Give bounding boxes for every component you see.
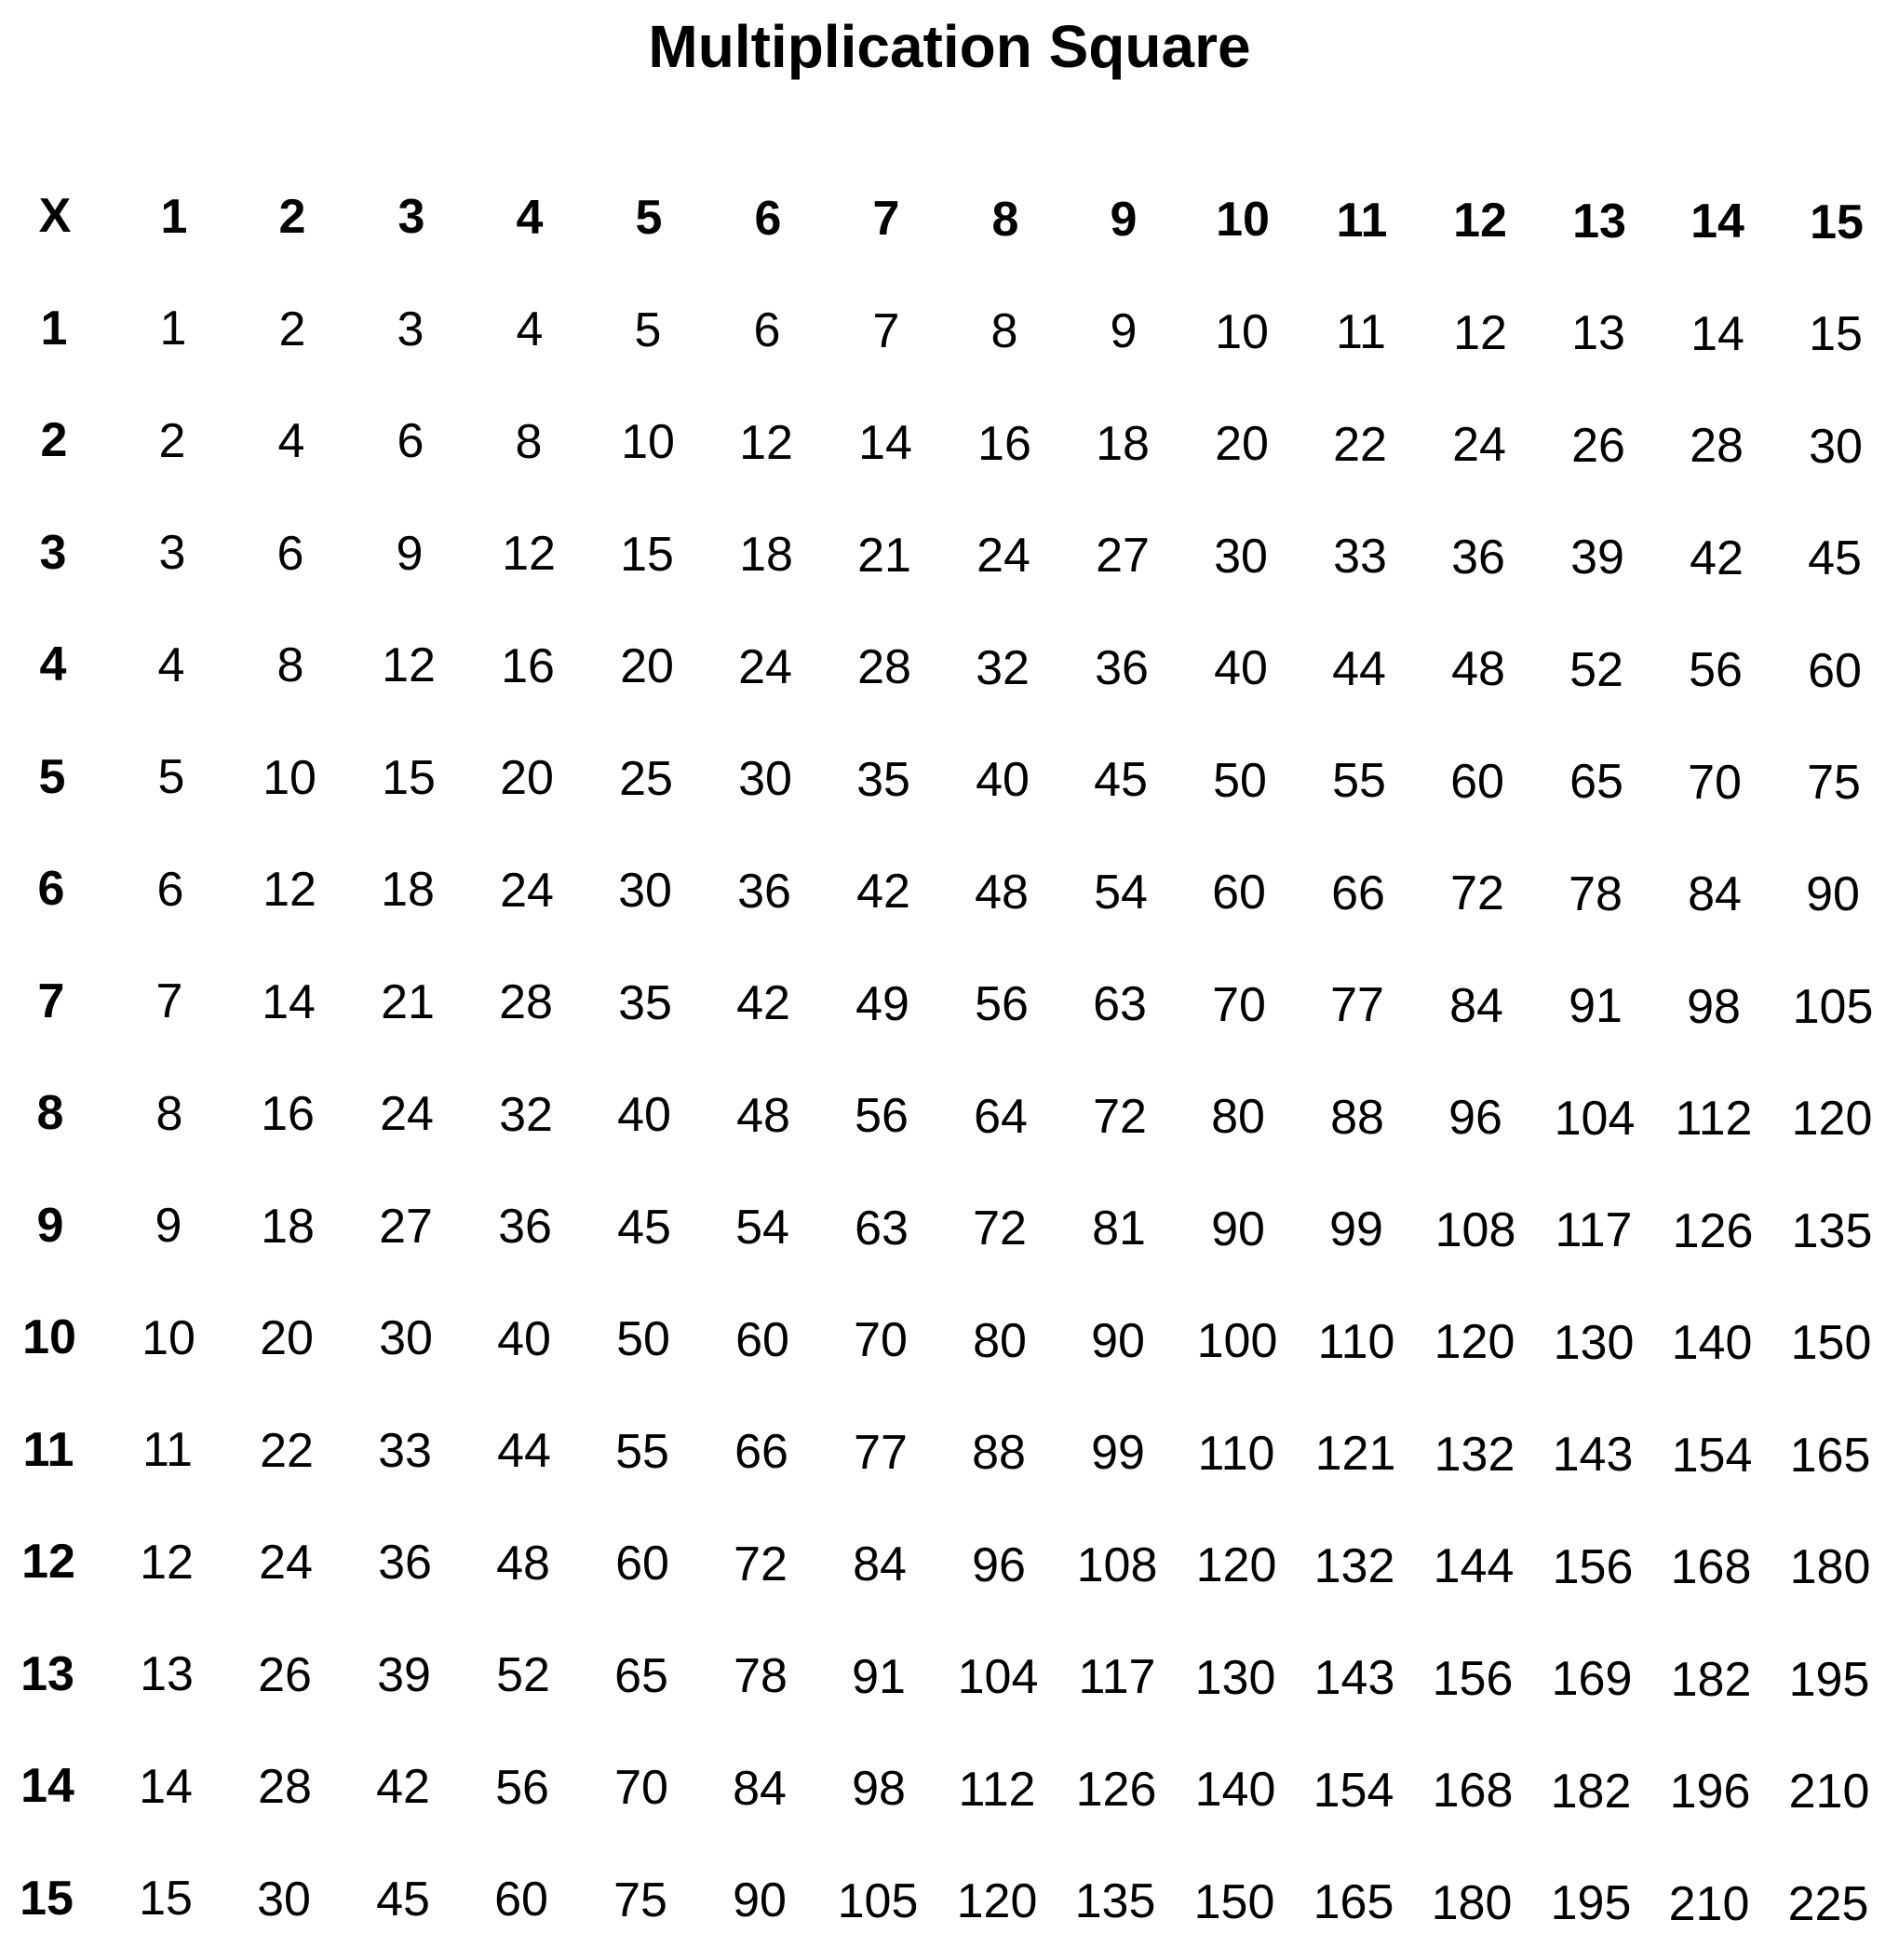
product-cell: 90 bbox=[1211, 1202, 1265, 1256]
product-cell: 24 bbox=[380, 1087, 434, 1141]
product-cell: 12 bbox=[382, 638, 436, 692]
product-cell: 4 bbox=[516, 302, 544, 356]
product-cell: 72 bbox=[734, 1537, 788, 1591]
product-cell: 84 bbox=[1688, 867, 1742, 921]
product-cell: 7 bbox=[155, 974, 183, 1028]
product-cell: 70 bbox=[614, 1761, 668, 1815]
product-cell: 42 bbox=[736, 976, 790, 1030]
product-cell: 49 bbox=[855, 977, 909, 1031]
row-header: 1 bbox=[40, 302, 68, 356]
product-cell: 54 bbox=[735, 1201, 789, 1255]
product-cell: 210 bbox=[1668, 1877, 1750, 1931]
product-cell: 66 bbox=[1331, 866, 1385, 920]
product-cell: 168 bbox=[1432, 1764, 1514, 1818]
product-cell: 90 bbox=[1806, 867, 1860, 921]
product-cell: 70 bbox=[1212, 978, 1266, 1032]
product-cell: 20 bbox=[1215, 417, 1269, 471]
product-cell: 196 bbox=[1669, 1765, 1751, 1819]
corner-label: X bbox=[38, 189, 72, 243]
product-cell: 36 bbox=[378, 1536, 432, 1590]
product-cell: 30 bbox=[257, 1873, 311, 1926]
row-header: 3 bbox=[39, 526, 67, 580]
product-cell: 77 bbox=[1330, 978, 1384, 1032]
product-cell: 143 bbox=[1552, 1428, 1634, 1482]
product-cell: 55 bbox=[1332, 754, 1386, 808]
row-header: 12 bbox=[21, 1535, 75, 1589]
row-header: 7 bbox=[37, 974, 65, 1028]
product-cell: 112 bbox=[1675, 1092, 1753, 1146]
product-cell: 140 bbox=[1194, 1763, 1276, 1817]
product-cell: 156 bbox=[1552, 1540, 1634, 1594]
product-cell: 132 bbox=[1313, 1539, 1395, 1593]
product-cell: 42 bbox=[376, 1760, 430, 1814]
row-header: 15 bbox=[20, 1872, 74, 1926]
product-cell: 10 bbox=[621, 415, 675, 469]
product-cell: 18 bbox=[381, 863, 435, 917]
product-cell: 154 bbox=[1671, 1429, 1753, 1483]
product-cell: 180 bbox=[1431, 1876, 1513, 1930]
product-cell: 75 bbox=[1807, 756, 1861, 810]
product-cell: 2 bbox=[158, 414, 186, 468]
product-cell: 63 bbox=[1093, 977, 1147, 1031]
product-cell: 225 bbox=[1787, 1877, 1869, 1931]
product-cell: 6 bbox=[276, 527, 304, 581]
product-cell: 78 bbox=[1569, 867, 1623, 921]
product-cell: 40 bbox=[976, 753, 1030, 807]
page-title: Multiplication Square bbox=[648, 13, 1251, 80]
product-cell: 60 bbox=[494, 1873, 548, 1926]
product-cell: 30 bbox=[1214, 530, 1268, 584]
product-cell: 20 bbox=[500, 751, 554, 805]
product-cell: 135 bbox=[1074, 1874, 1156, 1928]
product-cell: 16 bbox=[501, 639, 555, 693]
product-cell: 180 bbox=[1789, 1540, 1871, 1594]
product-cell: 70 bbox=[1688, 756, 1742, 810]
product-cell: 27 bbox=[379, 1200, 433, 1254]
product-cell: 63 bbox=[855, 1202, 909, 1255]
product-cell: 24 bbox=[738, 640, 792, 694]
product-cell: 45 bbox=[1094, 753, 1148, 807]
product-cell: 14 bbox=[1690, 307, 1744, 361]
product-cell: 3 bbox=[158, 526, 186, 580]
product-cell: 40 bbox=[617, 1088, 671, 1142]
product-cell: 30 bbox=[618, 864, 672, 918]
product-cell: 144 bbox=[1433, 1539, 1515, 1593]
row-header: 6 bbox=[37, 862, 65, 916]
product-cell: 60 bbox=[1212, 866, 1266, 920]
product-cell: 126 bbox=[1075, 1763, 1157, 1817]
product-cell: 8 bbox=[990, 304, 1018, 358]
product-cell: 48 bbox=[736, 1089, 790, 1143]
product-cell: 88 bbox=[972, 1426, 1026, 1480]
product-cell: 48 bbox=[1451, 642, 1505, 696]
product-cell: 5 bbox=[634, 303, 662, 357]
product-cell: 12 bbox=[502, 527, 556, 581]
product-cell: 11 bbox=[1336, 305, 1386, 359]
product-cell: 56 bbox=[855, 1089, 909, 1143]
product-cell: 140 bbox=[1671, 1316, 1753, 1370]
product-cell: 39 bbox=[1570, 530, 1624, 584]
product-cell: 15 bbox=[1809, 307, 1863, 361]
row-header: 10 bbox=[22, 1310, 76, 1364]
product-cell: 132 bbox=[1434, 1428, 1515, 1482]
product-cell: 20 bbox=[620, 639, 674, 693]
product-cell: 81 bbox=[1092, 1202, 1146, 1255]
product-cell: 27 bbox=[1096, 529, 1150, 583]
product-cell: 4 bbox=[157, 638, 185, 692]
row-header: 11 bbox=[22, 1423, 74, 1477]
product-cell: 8 bbox=[155, 1087, 183, 1141]
product-cell: 156 bbox=[1432, 1652, 1514, 1706]
product-cell: 21 bbox=[381, 975, 435, 1029]
product-cell: 72 bbox=[1093, 1090, 1147, 1144]
product-cell: 39 bbox=[377, 1648, 431, 1702]
product-cell: 35 bbox=[618, 976, 672, 1030]
product-cell: 12 bbox=[263, 863, 316, 917]
product-cell: 18 bbox=[261, 1200, 315, 1254]
product-cell: 3 bbox=[397, 302, 424, 356]
column-header: 1 bbox=[160, 190, 188, 244]
column-header: 12 bbox=[1453, 194, 1507, 248]
product-cell: 18 bbox=[1096, 417, 1150, 471]
product-cell: 135 bbox=[1791, 1204, 1873, 1258]
product-cell: 90 bbox=[733, 1873, 787, 1927]
product-cell: 8 bbox=[515, 415, 543, 469]
product-cell: 13 bbox=[140, 1647, 194, 1701]
product-cell: 7 bbox=[872, 304, 900, 358]
product-cell: 110 bbox=[1197, 1427, 1275, 1481]
row-header: 14 bbox=[20, 1759, 74, 1813]
product-cell: 104 bbox=[1554, 1092, 1636, 1146]
product-cell: 117 bbox=[1078, 1650, 1156, 1704]
product-cell: 21 bbox=[857, 529, 911, 583]
product-cell: 36 bbox=[1451, 530, 1505, 584]
product-cell: 32 bbox=[499, 1088, 553, 1142]
product-cell: 6 bbox=[753, 303, 781, 357]
product-cell: 80 bbox=[1211, 1090, 1265, 1144]
product-cell: 84 bbox=[733, 1762, 787, 1816]
product-cell: 9 bbox=[396, 527, 424, 581]
column-header: 3 bbox=[397, 190, 425, 244]
product-cell: 150 bbox=[1790, 1316, 1872, 1370]
product-cell: 42 bbox=[856, 865, 910, 919]
product-cell: 40 bbox=[497, 1312, 551, 1366]
product-cell: 16 bbox=[261, 1087, 315, 1141]
product-cell: 36 bbox=[1095, 641, 1149, 695]
product-cell: 35 bbox=[856, 753, 910, 807]
product-cell: 28 bbox=[857, 640, 911, 694]
product-cell: 10 bbox=[141, 1311, 195, 1365]
product-cell: 99 bbox=[1329, 1202, 1383, 1256]
product-cell: 112 bbox=[958, 1763, 1036, 1817]
product-cell: 10 bbox=[263, 751, 316, 805]
product-cell: 195 bbox=[1788, 1653, 1870, 1707]
row-header: 4 bbox=[39, 638, 67, 691]
product-cell: 24 bbox=[1452, 418, 1506, 472]
product-cell: 4 bbox=[277, 414, 305, 468]
product-cell: 52 bbox=[496, 1648, 550, 1702]
product-cell: 48 bbox=[975, 866, 1029, 920]
product-cell: 9 bbox=[1110, 304, 1138, 358]
product-cell: 28 bbox=[1690, 419, 1744, 473]
product-cell: 182 bbox=[1550, 1765, 1632, 1819]
product-cell: 14 bbox=[262, 975, 316, 1029]
product-cell: 44 bbox=[1332, 642, 1386, 696]
product-cell: 26 bbox=[1571, 419, 1625, 473]
product-cell: 60 bbox=[615, 1537, 669, 1591]
product-cell: 16 bbox=[977, 417, 1031, 471]
product-cell: 108 bbox=[1076, 1538, 1158, 1592]
product-cell: 121 bbox=[1314, 1427, 1396, 1481]
product-cell: 2 bbox=[278, 302, 306, 356]
product-cell: 36 bbox=[498, 1200, 552, 1254]
product-cell: 126 bbox=[1672, 1204, 1754, 1258]
product-cell: 44 bbox=[497, 1424, 551, 1478]
product-cell: 77 bbox=[854, 1426, 908, 1480]
row-header: 5 bbox=[38, 750, 66, 804]
product-cell: 99 bbox=[1091, 1426, 1145, 1480]
product-cell: 154 bbox=[1313, 1764, 1394, 1818]
product-cell: 30 bbox=[738, 752, 792, 806]
product-cell: 98 bbox=[852, 1762, 906, 1816]
column-header: 11 bbox=[1336, 194, 1388, 248]
product-cell: 52 bbox=[1569, 643, 1623, 697]
row-header: 8 bbox=[36, 1086, 64, 1140]
product-cell: 30 bbox=[379, 1311, 433, 1365]
product-cell: 88 bbox=[1330, 1091, 1384, 1145]
product-cell: 65 bbox=[614, 1649, 668, 1703]
product-cell: 56 bbox=[975, 977, 1029, 1031]
product-cell: 8 bbox=[276, 638, 304, 692]
column-header: 6 bbox=[754, 192, 782, 246]
product-cell: 120 bbox=[1195, 1538, 1277, 1592]
column-header: 2 bbox=[278, 190, 306, 244]
product-cell: 143 bbox=[1313, 1651, 1395, 1705]
product-cell: 78 bbox=[734, 1649, 788, 1703]
product-cell: 9 bbox=[155, 1199, 182, 1253]
column-header: 13 bbox=[1572, 195, 1626, 248]
product-cell: 90 bbox=[1091, 1314, 1145, 1368]
product-cell: 13 bbox=[1571, 306, 1625, 360]
product-cell: 15 bbox=[382, 751, 436, 805]
column-header: 5 bbox=[635, 191, 663, 245]
product-cell: 100 bbox=[1196, 1314, 1278, 1368]
row-header: 13 bbox=[20, 1647, 74, 1701]
product-cell: 28 bbox=[258, 1760, 312, 1814]
product-cell: 25 bbox=[619, 752, 673, 806]
product-cell: 120 bbox=[956, 1874, 1038, 1928]
product-cell: 56 bbox=[495, 1761, 549, 1815]
product-cell: 165 bbox=[1789, 1429, 1871, 1483]
product-cell: 18 bbox=[739, 528, 793, 582]
product-cell: 65 bbox=[1569, 755, 1623, 809]
product-cell: 36 bbox=[737, 865, 791, 919]
product-cell: 105 bbox=[837, 1874, 919, 1928]
product-cell: 24 bbox=[259, 1536, 313, 1590]
product-cell: 56 bbox=[1689, 643, 1743, 697]
product-cell: 15 bbox=[620, 528, 674, 582]
product-cell: 12 bbox=[140, 1536, 194, 1590]
column-header: 14 bbox=[1690, 195, 1744, 248]
product-cell: 55 bbox=[615, 1425, 669, 1479]
product-cell: 80 bbox=[973, 1314, 1027, 1368]
product-cell: 84 bbox=[1449, 979, 1503, 1033]
product-cell: 105 bbox=[1792, 980, 1874, 1034]
column-header: 9 bbox=[1110, 193, 1138, 247]
product-cell: 182 bbox=[1670, 1653, 1752, 1707]
product-cell: 70 bbox=[854, 1313, 908, 1367]
product-cell: 66 bbox=[734, 1425, 788, 1479]
product-cell: 169 bbox=[1551, 1652, 1633, 1706]
product-cell: 60 bbox=[1450, 755, 1504, 809]
product-cell: 84 bbox=[853, 1537, 907, 1591]
product-cell: 14 bbox=[858, 416, 912, 470]
product-cell: 195 bbox=[1550, 1876, 1632, 1930]
column-header: 8 bbox=[991, 193, 1019, 247]
product-cell: 24 bbox=[976, 529, 1030, 583]
row-header: 2 bbox=[40, 413, 68, 467]
product-cell: 130 bbox=[1553, 1316, 1635, 1370]
product-cell: 72 bbox=[973, 1202, 1027, 1255]
product-cell: 12 bbox=[739, 416, 793, 470]
product-cell: 12 bbox=[1453, 306, 1507, 360]
column-header: 10 bbox=[1216, 193, 1270, 247]
product-cell: 33 bbox=[1333, 530, 1387, 584]
product-cell: 1 bbox=[159, 302, 187, 356]
product-cell: 108 bbox=[1434, 1203, 1516, 1257]
product-cell: 98 bbox=[1687, 980, 1741, 1034]
product-cell: 42 bbox=[1690, 531, 1744, 585]
product-cell: 210 bbox=[1788, 1765, 1870, 1819]
product-cell: 72 bbox=[1450, 866, 1504, 920]
product-cell: 110 bbox=[1317, 1315, 1395, 1369]
product-cell: 32 bbox=[976, 641, 1030, 695]
product-cell: 120 bbox=[1434, 1315, 1515, 1369]
product-cell: 117 bbox=[1555, 1203, 1633, 1257]
column-header: 15 bbox=[1810, 195, 1864, 249]
row-header: 9 bbox=[36, 1199, 64, 1253]
product-cell: 10 bbox=[1215, 305, 1269, 359]
product-cell: 150 bbox=[1193, 1875, 1275, 1929]
column-header: 7 bbox=[872, 192, 900, 246]
product-cell: 24 bbox=[500, 864, 554, 918]
product-cell: 6 bbox=[397, 414, 424, 468]
column-header: 4 bbox=[516, 191, 544, 245]
product-cell: 45 bbox=[617, 1201, 671, 1255]
product-cell: 48 bbox=[496, 1537, 550, 1591]
product-cell: 168 bbox=[1670, 1540, 1752, 1594]
product-cell: 22 bbox=[260, 1424, 314, 1478]
product-cell: 14 bbox=[139, 1760, 193, 1814]
product-cell: 6 bbox=[156, 863, 184, 917]
product-cell: 20 bbox=[260, 1311, 314, 1365]
product-cell: 120 bbox=[1791, 1092, 1873, 1146]
product-cell: 60 bbox=[1808, 644, 1862, 698]
product-cell: 165 bbox=[1313, 1875, 1394, 1929]
product-cell: 45 bbox=[1808, 531, 1862, 585]
product-cell: 5 bbox=[157, 750, 185, 804]
product-cell: 30 bbox=[1809, 420, 1863, 474]
product-cell: 91 bbox=[852, 1650, 906, 1704]
product-cell: 60 bbox=[735, 1313, 789, 1367]
product-cell: 50 bbox=[616, 1312, 670, 1366]
product-cell: 45 bbox=[376, 1873, 430, 1926]
product-cell: 54 bbox=[1094, 866, 1148, 920]
product-cell: 11 bbox=[142, 1423, 193, 1477]
product-cell: 22 bbox=[1333, 418, 1387, 472]
product-cell: 75 bbox=[613, 1873, 667, 1927]
product-cell: 28 bbox=[499, 975, 553, 1029]
product-cell: 33 bbox=[378, 1424, 432, 1478]
product-cell: 50 bbox=[1213, 754, 1267, 808]
product-cell: 26 bbox=[258, 1648, 312, 1702]
product-cell: 91 bbox=[1569, 979, 1623, 1033]
product-cell: 40 bbox=[1214, 641, 1268, 695]
product-cell: 104 bbox=[957, 1650, 1039, 1704]
product-cell: 64 bbox=[974, 1090, 1028, 1144]
product-cell: 96 bbox=[972, 1538, 1026, 1592]
product-cell: 15 bbox=[139, 1872, 193, 1926]
product-cell: 130 bbox=[1194, 1651, 1276, 1705]
product-cell: 96 bbox=[1448, 1091, 1502, 1145]
